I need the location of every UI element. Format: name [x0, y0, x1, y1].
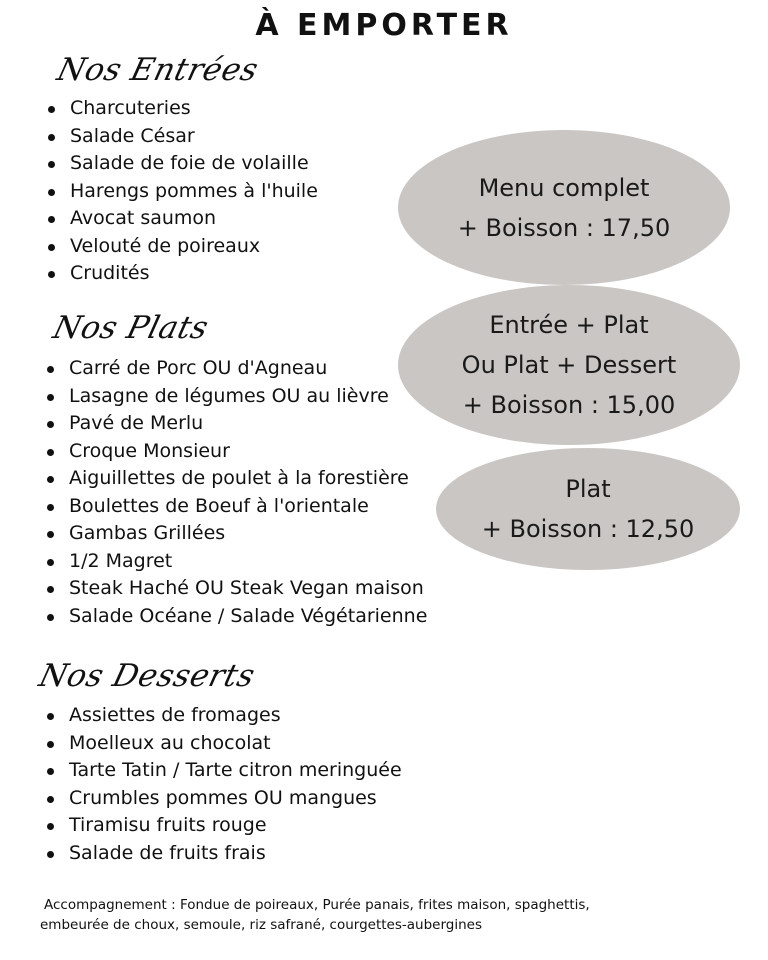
entree-item: Charcuteries [46, 95, 318, 123]
accompagnement-line: embeurée de choux, semoule, riz safrané, courgettes-aubergines [40, 917, 482, 933]
entrees-heading: Nos Entrées [53, 52, 263, 88]
formule-line: Plat [565, 475, 611, 503]
accompagnement-note [40, 895, 730, 935]
entree-item: Salade de foie de volaille [46, 150, 318, 178]
formule-price: + Boisson : 15,00 [462, 391, 676, 419]
formule-price: + Boisson : 12,50 [481, 515, 695, 543]
formule-price: + Boisson : 17,50 [457, 213, 671, 242]
entree-item: Avocat saumon [46, 205, 318, 233]
desserts-heading: Nos Desserts [35, 658, 259, 694]
plat-item: Croque Monsieur [45, 438, 427, 466]
dessert-item: Assiettes de fromages [45, 702, 402, 730]
desserts-list [45, 702, 402, 867]
plat-item: Salade Océane / Salade Végétarienne [45, 603, 427, 631]
page-title: À EMPORTER [255, 8, 513, 43]
plat-item: Boulettes de Boeuf à l'orientale [45, 493, 427, 521]
formule-line: Menu complet [478, 173, 650, 202]
formule-plat [436, 448, 740, 570]
dessert-item: Salade de fruits frais [45, 840, 402, 868]
plat-item: Carré de Porc OU d'Agneau [45, 355, 427, 383]
entree-item: Velouté de poireaux [46, 233, 318, 261]
plat-item: Gambas Grillées [45, 520, 427, 548]
plat-item: Lasagne de légumes OU au lièvre [45, 383, 427, 411]
formule-entree-plat [398, 285, 740, 445]
entree-item: Harengs pommes à l'huile [46, 178, 318, 206]
plats-list [45, 355, 427, 630]
dessert-item: Tiramisu fruits rouge [45, 812, 402, 840]
dessert-item: Tarte Tatin / Tarte citron meringuée [45, 757, 402, 785]
plat-item: Steak Haché OU Steak Vegan maison [45, 575, 427, 603]
entree-item: Crudités [46, 260, 318, 288]
plat-item: Aiguillettes de poulet à la forestière [45, 465, 427, 493]
plat-item: Pavé de Merlu [45, 410, 427, 438]
entree-item: Salade César [46, 123, 318, 151]
plat-item: 1/2 Magret [45, 548, 427, 576]
dessert-item: Crumbles pommes OU mangues [45, 785, 402, 813]
accompagnement-line: Accompagnement : Fondue de poireaux, Purée panais, frites maison, spaghettis, [44, 897, 590, 913]
entrees-list [46, 95, 318, 288]
dessert-item: Moelleux au chocolat [45, 730, 402, 758]
formule-line: Entrée + Plat [489, 311, 649, 339]
plats-heading: Nos Plats [49, 310, 213, 346]
formule-menu-complet [398, 130, 730, 285]
formule-line: Ou Plat + Dessert [461, 351, 677, 379]
